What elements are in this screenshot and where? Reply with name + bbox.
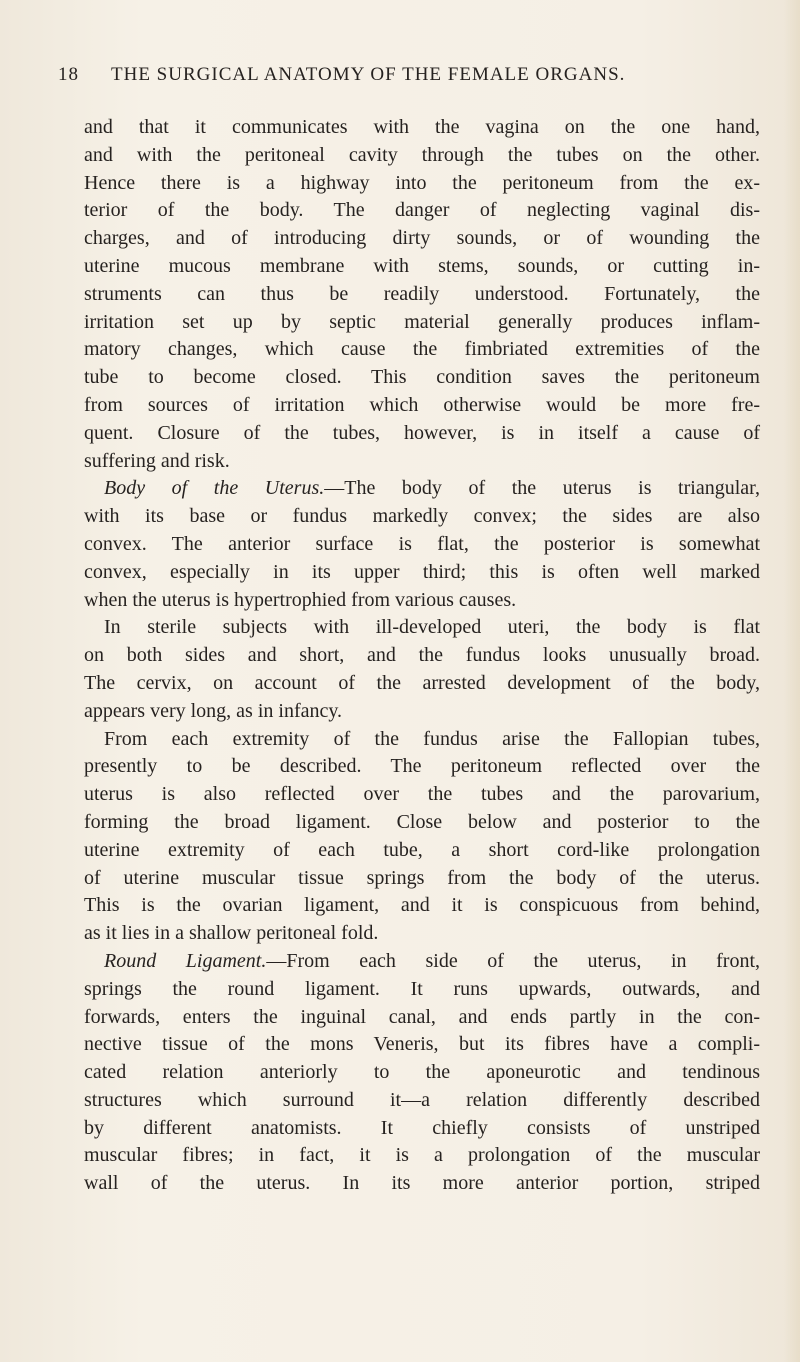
body-text [84, 114, 760, 1198]
text-line [84, 475, 760, 503]
section-heading: Body of the Uterus. [104, 477, 325, 500]
text-line [84, 1004, 760, 1032]
line-text: —The body of the uterus is triangular, [324, 477, 760, 500]
text-line [84, 809, 760, 837]
line-text: with its base or fundus markedly convex; the sides are also [84, 505, 760, 528]
line-text: From each extremity of the fundus arise the Fallopian tubes, [104, 727, 760, 750]
text-line [84, 170, 760, 198]
text-line [84, 642, 760, 670]
text-line [84, 1059, 760, 1087]
text-line [84, 614, 760, 642]
text-line [84, 781, 760, 809]
line-text: uterine mucous membrane with stems, sounds, or cutting in- [84, 254, 760, 277]
line-text: —From each side of the uterus, in front, [266, 949, 760, 972]
text-line [84, 392, 760, 420]
line-text: The cervix, on account of the arrested development of the body, [84, 671, 760, 694]
text-line [84, 281, 760, 309]
text-line [84, 531, 760, 559]
page-edge-shadow [784, 0, 800, 1362]
text-line [84, 1115, 760, 1143]
line-text: and with the peritoneal cavity through the tubes on the other. [84, 143, 760, 166]
text-line [84, 1170, 760, 1198]
line-text: nective tissue of the mons Veneris, but its fibres have a compli- [84, 1033, 760, 1056]
line-text: uterine extremity of each tube, a short cord-like prolongation [84, 838, 760, 861]
line-text: when the uterus is hypertrophied from various causes. [84, 588, 517, 611]
text-line [84, 503, 760, 531]
text-line [84, 920, 760, 948]
line-text: uterus is also reflected over the tubes and the parovarium, [84, 783, 760, 806]
line-text: wall of the uterus. In its more anterior portion, striped [84, 1172, 760, 1195]
text-line [84, 336, 760, 364]
line-text: of uterine muscular tissue springs from the body of the uterus. [84, 866, 760, 889]
line-text: appears very long, as in infancy. [84, 699, 343, 722]
text-line [84, 837, 760, 865]
line-text: and that it communicates with the vagina on the one hand, [84, 116, 760, 138]
text-line [84, 1142, 760, 1170]
line-text: by different anatomists. It chiefly consists of unstriped [84, 1116, 760, 1139]
text-line [84, 892, 760, 920]
page-header [58, 64, 758, 92]
line-text: springs the round ligament. It runs upwards, outwards, and [84, 977, 760, 1000]
line-text: structures which surround it—a relation differently described [84, 1088, 760, 1111]
line-text: on both sides and short, and the fundus looks unusually broad. [84, 644, 760, 667]
line-text: as it lies in a shallow peritoneal fold. [84, 922, 379, 945]
line-text: forming the broad ligament. Close below and posterior to the [84, 810, 760, 833]
text-line [84, 225, 760, 253]
line-text: from sources of irritation which otherwise would be more fre- [84, 393, 760, 416]
line-text: This is the ovarian ligament, and it is conspicuous from behind, [84, 894, 760, 917]
text-line [84, 1087, 760, 1115]
line-text: matory changes, which cause the fimbriated extremities of the [84, 338, 760, 361]
line-text: terior of the body. The danger of neglecting vaginal dis- [84, 199, 760, 222]
line-text: muscular fibres; in fact, it is a prolongation of the muscular [84, 1144, 760, 1167]
text-line [84, 364, 760, 392]
text-line [84, 197, 760, 225]
line-text: Hence there is a highway into the peritoneum from the ex- [84, 171, 760, 194]
text-line [84, 948, 760, 976]
text-line [84, 309, 760, 337]
line-text: forwards, enters the inguinal canal, and ends partly in the con- [84, 1005, 760, 1028]
line-text: tube to become closed. This condition saves the peritoneum [84, 366, 760, 389]
line-text: quent. Closure of the tubes, however, is in itself a cause of [84, 421, 760, 444]
line-text: In sterile subjects with ill-developed uteri, the body is flat [104, 616, 760, 639]
text-line [84, 114, 760, 142]
line-text: cated relation anteriorly to the aponeurotic and tendinous [84, 1061, 760, 1084]
text-line [84, 448, 760, 476]
text-line [84, 1031, 760, 1059]
running-title: THE SURGICAL ANATOMY OF THE FEMALE ORGANS. [111, 64, 626, 85]
text-line [84, 865, 760, 893]
text-line [84, 142, 760, 170]
text-line [84, 976, 760, 1004]
line-text: convex, especially in its upper third; this is often well marked [84, 560, 760, 583]
text-line [84, 253, 760, 281]
line-text: presently to be described. The peritoneum reflected over the [84, 755, 760, 778]
text-line [84, 587, 760, 615]
text-line [84, 726, 760, 754]
line-text: struments can thus be readily understood. Fortunately, the [84, 282, 760, 305]
text-line [84, 753, 760, 781]
text-line [84, 559, 760, 587]
page-number: 18 [58, 64, 79, 85]
section-heading: Round Ligament. [104, 949, 267, 972]
line-text: charges, and of introducing dirty sounds, or of wounding the [84, 227, 760, 250]
line-text: convex. The anterior surface is flat, the posterior is somewhat [84, 532, 760, 555]
text-line [84, 670, 760, 698]
text-line [84, 698, 760, 726]
text-line [84, 420, 760, 448]
line-text: irritation set up by septic material generally produces inflam- [84, 310, 760, 333]
line-text: suffering and risk. [84, 449, 230, 472]
